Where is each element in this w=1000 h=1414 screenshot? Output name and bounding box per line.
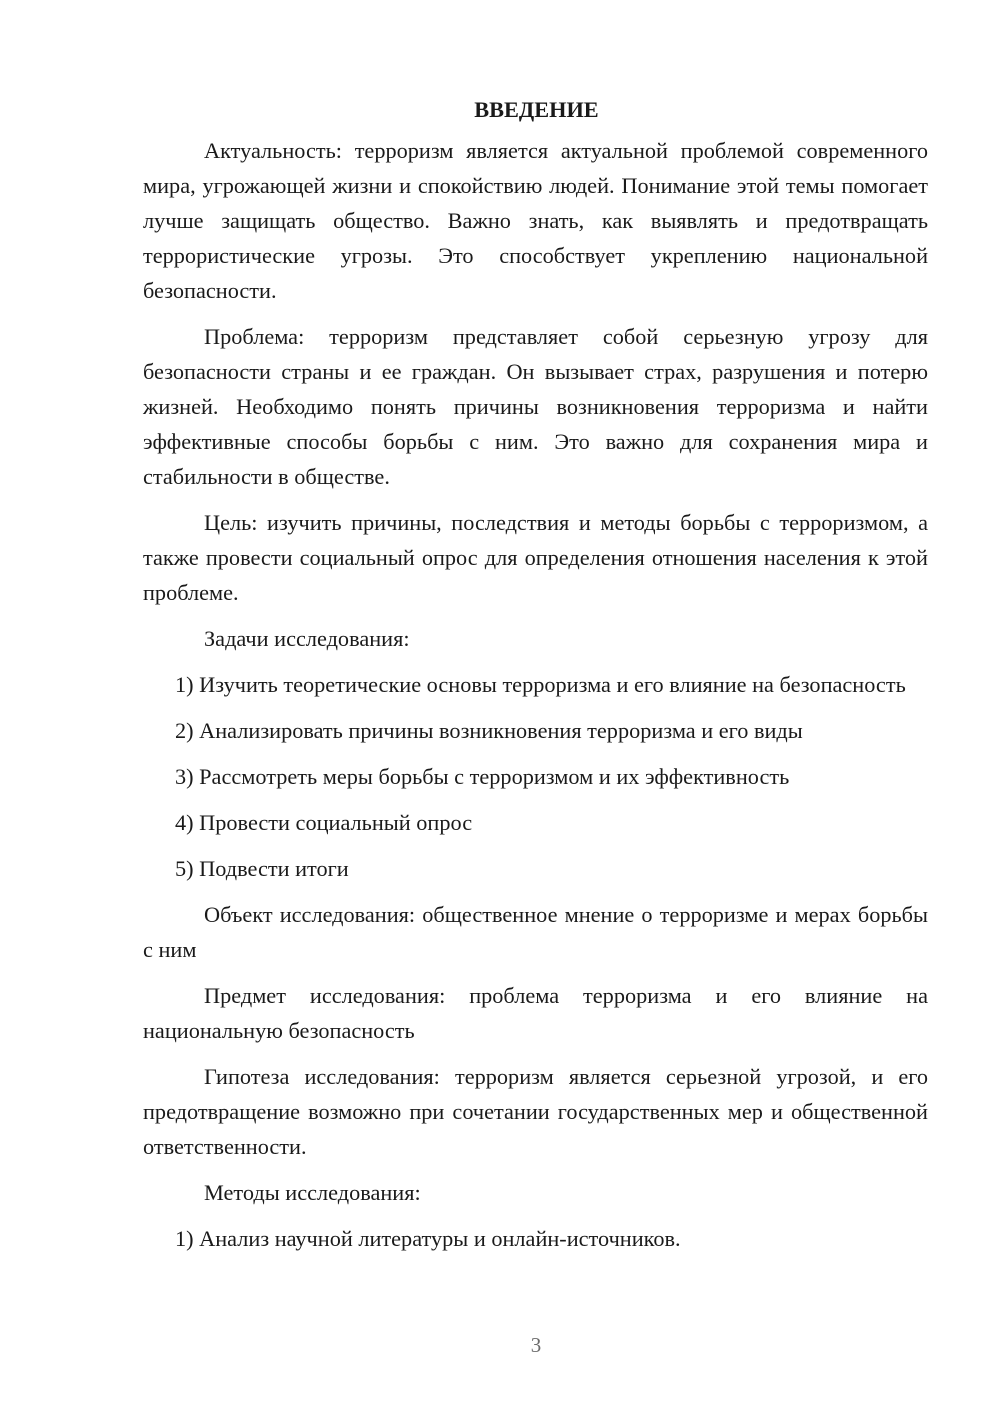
list-item: 3) Рассмотреть меры борьбы с терроризмом и их эффективность <box>175 764 790 789</box>
relevance-paragraph: Актуальность: терроризм является актуальной проблемой современного мира, угрожающей жизни и спокойствию людей. Понимание этой темы помогает лучше защищать общество. Важно знать, как выявлять и предотвращать террористические угрозы. Это способствует укреплению национальной безопасности. <box>143 138 928 303</box>
page-number: 3 <box>530 1333 542 1357</box>
problem-paragraph: Проблема: терроризм представляет собой серьезную угрозу для безопасности страны и ее граждан. Он вызывает страх, разрушения и потерю жизней. Необходимо понять причины возникновения терроризма и найти эффективные способы борьбы с ним. Это важно для сохранения мира и стабильности в обществе. <box>143 324 928 489</box>
tasks-heading: Задачи исследования: <box>204 626 410 651</box>
page-content <box>143 92 928 1267</box>
hypothesis-paragraph: Гипотеза исследования: терроризм является серьезной угрозой, и его предотвращение возможно при сочетании государственных мер и общественной ответственности. <box>143 1064 928 1159</box>
methods-heading: Методы исследования: <box>204 1180 421 1205</box>
list-item: 4) Провести социальный опрос <box>175 810 473 835</box>
page-title: ВВЕДЕНИЕ <box>474 97 599 122</box>
subject-paragraph: Предмет исследования: проблема терроризма и его влияние на национальную безопасность <box>143 983 928 1043</box>
tasks-list <box>143 667 928 886</box>
list-item: 5) Подвести итоги <box>175 856 349 881</box>
object-paragraph: Объект исследования: общественное мнение о терроризме и мерах борьбы с ним <box>143 902 928 962</box>
goal-paragraph: Цель: изучить причины, последствия и методы борьбы с терроризмом, а также провести социальный опрос для определения отношения населения к этой проблеме. <box>143 510 928 605</box>
list-item: 1) Анализ научной литературы и онлайн-источников. <box>175 1226 681 1251</box>
methods-list <box>143 1221 928 1256</box>
list-item: 1) Изучить теоретические основы терроризма и его влияние на безопасность <box>175 672 906 697</box>
list-item: 2) Анализировать причины возникновения терроризма и его виды <box>175 718 803 743</box>
